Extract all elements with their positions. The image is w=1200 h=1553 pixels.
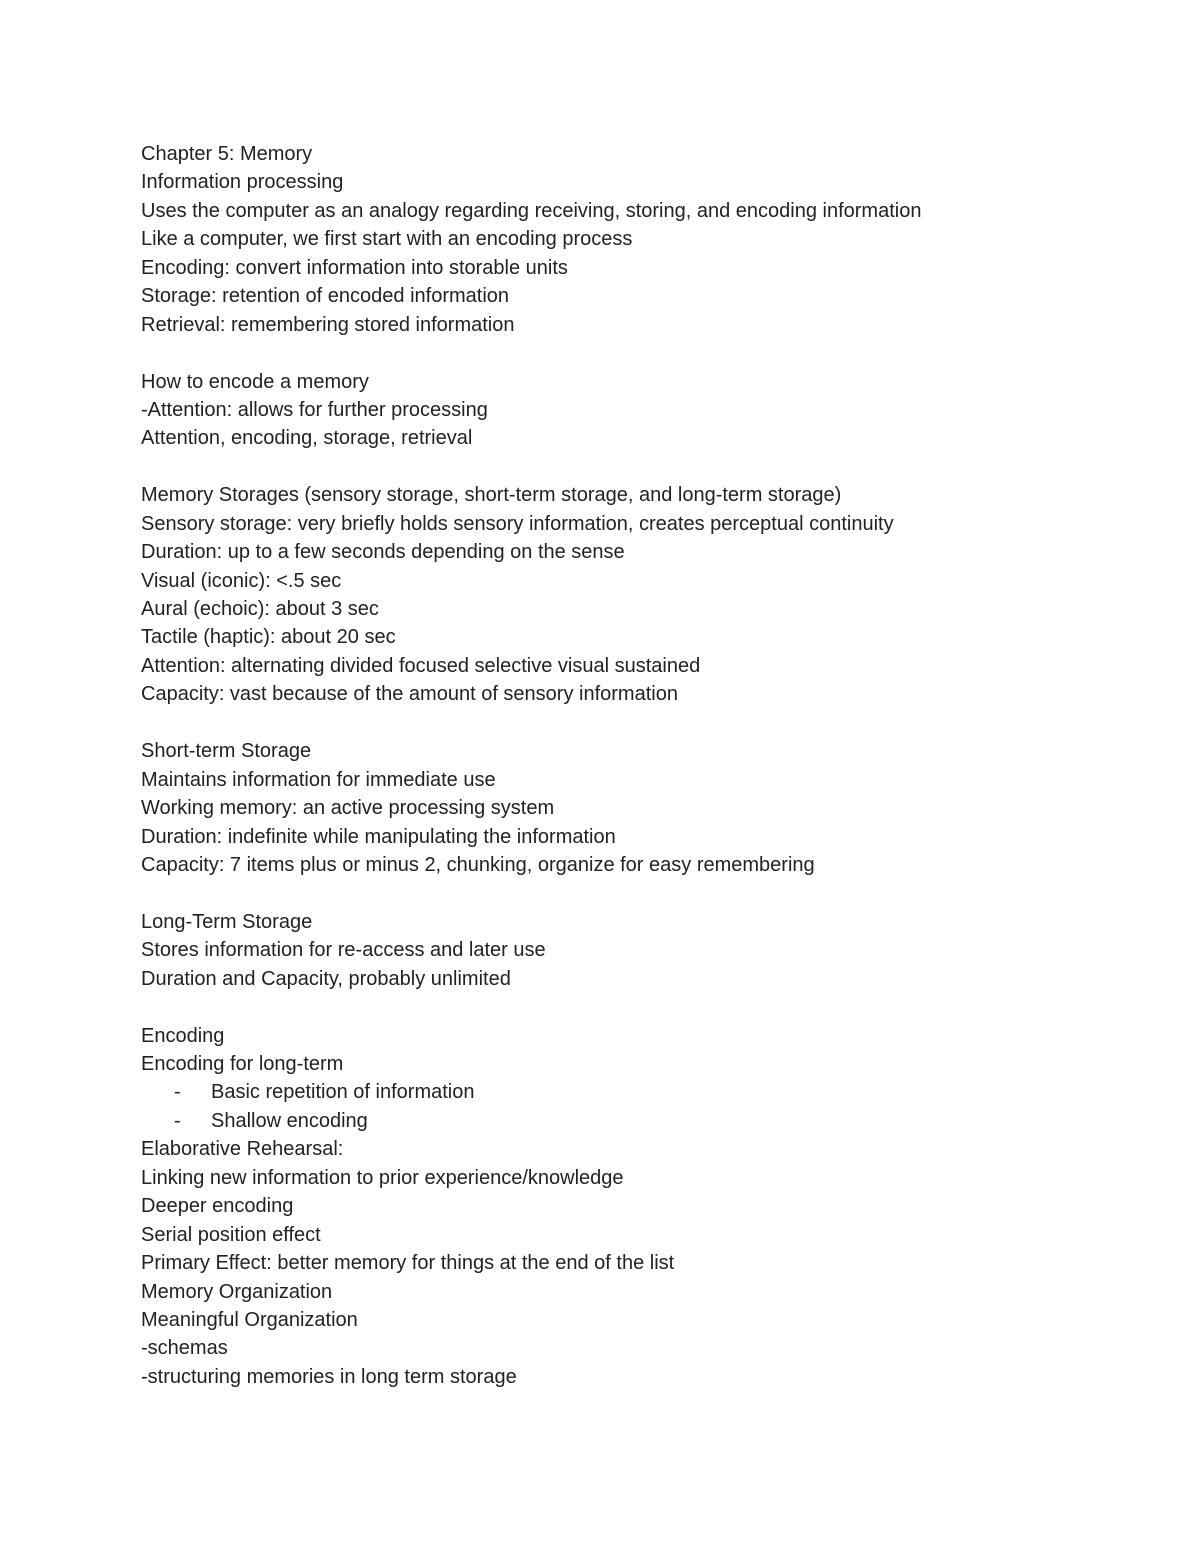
text-line: Duration and Capacity, probably unlimited <box>141 967 511 990</box>
text-line: Capacity: 7 items plus or minus 2, chunking, organize for easy remembering <box>141 853 815 876</box>
text-line: Information processing <box>141 171 344 194</box>
text-line: Primary Effect: better memory for things at the end of the list <box>141 1252 675 1275</box>
blank-line <box>141 339 1101 367</box>
text-line: Tactile (haptic): about 20 sec <box>141 626 396 649</box>
text-line: Uses the computer as an analogy regarding receiving, storing, and encoding information <box>141 199 922 222</box>
text-line: Deeper encoding <box>141 1195 294 1218</box>
text-line: Memory Organization <box>141 1280 333 1303</box>
text-line: -schemas <box>141 1337 228 1360</box>
text-line: Storage: retention of encoded information <box>141 285 510 308</box>
document-body <box>141 140 1101 1391</box>
text-line: Encoding: convert information into storable units <box>141 256 568 279</box>
text-line: Maintains information for immediate use <box>141 768 496 791</box>
blank-line <box>141 709 1101 737</box>
text-line: Duration: up to a few seconds depending on the sense <box>141 541 625 564</box>
text-line: Retrieval: remembering stored information <box>141 313 515 336</box>
text-line: Working memory: an active processing system <box>141 797 555 820</box>
text-line: Elaborative Rehearsal: <box>141 1138 344 1161</box>
list-item-text: Basic repetition of information <box>211 1081 475 1104</box>
blank-line <box>141 879 1101 907</box>
list-item-text: Shallow encoding <box>211 1109 368 1132</box>
text-line: Attention: alternating divided focused selective visual sustained <box>141 654 701 677</box>
list-item <box>141 1107 1101 1135</box>
text-line: Like a computer, we first start with an encoding process <box>141 228 633 251</box>
text-line: Attention, encoding, storage, retrieval <box>141 427 473 450</box>
blank-line <box>141 453 1101 481</box>
text-line: -structuring memories in long term storage <box>141 1365 517 1388</box>
text-line: Encoding for long-term <box>141 1053 344 1075</box>
section-heading: Short-term Storage <box>141 740 312 763</box>
text-line: Sensory storage: very briefly holds sensory information, creates perceptual continuity <box>141 512 894 535</box>
text-line: Serial position effect <box>141 1223 321 1246</box>
text-line: Visual (iconic): <.5 sec <box>141 569 342 592</box>
document-title: Chapter 5: Memory <box>141 143 313 165</box>
text-line: Aural (echoic): about 3 sec <box>141 598 379 620</box>
text-line: -Attention: allows for further processing <box>141 398 488 421</box>
section-heading: How to encode a memory <box>141 370 369 393</box>
text-line: Duration: indefinite while manipulating the information <box>141 825 616 848</box>
section-heading: Memory Storages (sensory storage, short-term storage, and long-term storage) <box>141 484 842 507</box>
text-line: Capacity: vast because of the amount of sensory information <box>141 683 678 706</box>
text-line: Stores information for re-access and later use <box>141 939 546 962</box>
list-item <box>141 1078 1101 1106</box>
section-heading: Long-Term Storage <box>141 910 313 933</box>
text-line: Meaningful Organization <box>141 1308 358 1331</box>
bullet-marker: - <box>174 1109 181 1132</box>
section-heading: Encoding <box>141 1024 225 1047</box>
text-line: Linking new information to prior experience/knowledge <box>141 1166 624 1189</box>
blank-line <box>141 993 1101 1021</box>
bullet-marker: - <box>174 1081 181 1104</box>
